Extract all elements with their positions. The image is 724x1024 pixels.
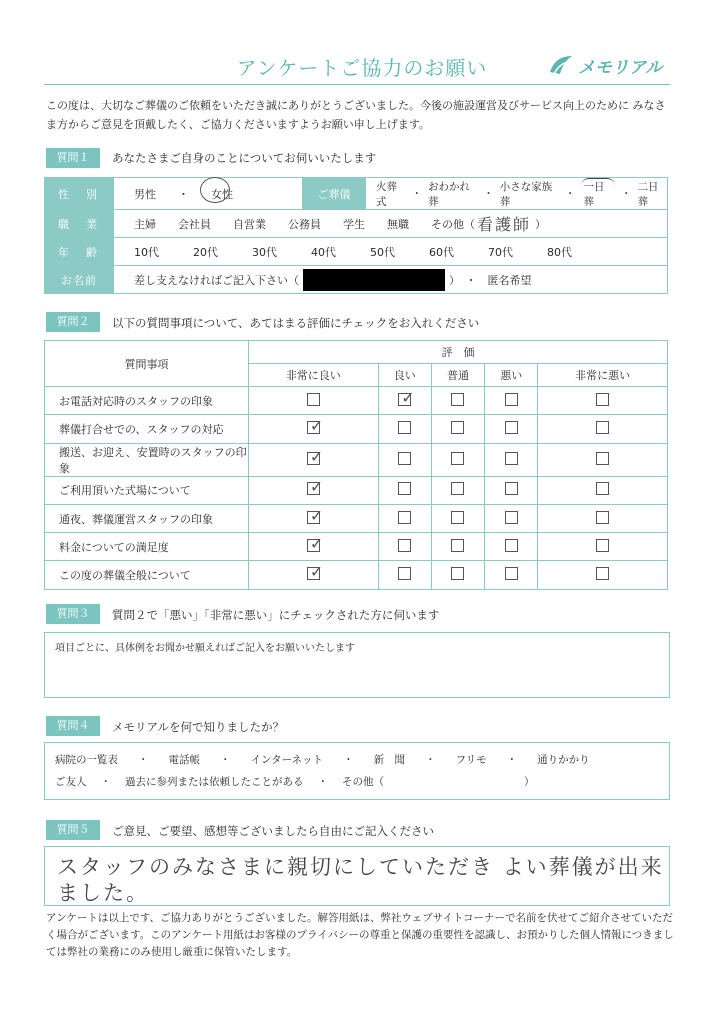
eval-cell [485,561,538,589]
eval-column-0: 非常に良い [249,364,379,387]
eval-cell [431,561,484,589]
separator: ・ [506,754,518,766]
separator: ・ [343,754,354,766]
source-option[interactable]: その他（ [342,776,384,788]
eval-row [45,387,668,415]
eval-cell [431,443,484,476]
female-circle-mark [200,177,230,203]
age-20s[interactable]: 20代 [193,245,218,259]
funeral-cremation[interactable]: 火葬式 [376,180,397,208]
funeral-oneday[interactable]: 一日葬 [581,178,615,209]
evaluation-table [44,340,668,590]
eval-cell [378,561,431,589]
rating-checkbox[interactable] [596,567,609,580]
rating-checkbox[interactable] [596,511,609,524]
check-mark-icon: ✓ [401,387,415,407]
rating-checkbox[interactable] [307,533,324,553]
funeral-label: ご葬儀 [303,178,366,210]
rating-checkbox[interactable] [398,482,411,495]
eval-cell [378,415,431,443]
job-label: 職 業 [45,210,114,238]
eval-cell [431,533,484,561]
eval-cell [378,533,431,561]
rating-checkbox[interactable] [505,452,518,465]
q5-handwritten-line-1: スタッフのみなさまに親切にしていただき よい葬儀が出来 [57,855,664,879]
eval-cell [485,504,538,532]
eval-row-item: 料金についての満足度 [45,533,249,561]
eval-cell [485,415,538,443]
eval-row-item: お電話対応時のスタッフの印象 [45,387,249,415]
separator: ・ [620,188,632,200]
eval-row [45,533,668,561]
source-option[interactable]: 新 聞 [373,754,406,766]
name-label: お名前 [45,266,114,294]
logo-text: メモリアル [578,57,663,78]
eval-cell [538,387,668,415]
company-logo [548,52,668,78]
q3-input-box[interactable] [44,632,670,698]
age-80s[interactable]: 80代 [547,245,572,259]
q3-title: 質問２で「悪い」「非常に悪い」にチェックされた方に伺います [112,608,440,622]
eval-row-item: この度の葬儀全般について [45,561,249,589]
check-mark-icon: ✓ [309,477,324,497]
age-10s[interactable]: 10代 [134,245,159,259]
source-option[interactable]: ご友人 [55,776,87,788]
eval-cell [378,504,431,532]
separator: ・ [178,187,189,201]
rating-checkbox[interactable] [307,477,324,497]
eval-cell [249,443,379,476]
rating-checkbox[interactable] [451,482,464,495]
header-divider [44,84,670,85]
eval-cell [378,443,431,476]
eval-cell [431,504,484,532]
check-mark-icon: ✓ [309,505,324,525]
eval-cell [538,476,668,504]
rating-checkbox[interactable] [451,539,464,552]
eval-cell [431,476,484,504]
intro-text: この度は、大切なご葬儀のご依頼をいただき誠にありがとうございました。今後の施設運営及びサービス向上のために みなさま方からご意見を頂戴したく、ご協力くださいますようお願い申し上げます。 [46,99,666,131]
source-option[interactable]: 通りかかり [537,754,590,766]
rating-checkbox[interactable] [398,452,411,465]
q3-box-instruction: 項目ごとに、具体例をお聞かせ願えればご記入をお願いいたします [55,643,355,654]
eval-cell [249,415,379,443]
gender-label: 性 別 [45,178,114,210]
eval-cell [249,561,379,589]
q4-title: メモリアルを何で知りましたか？ [112,720,285,734]
source-option[interactable]: 過去に参列または依頼したことがある [125,776,304,788]
source-option[interactable]: インターネット [250,754,324,766]
eval-column-4: 非常に悪い [538,364,668,387]
check-mark-icon: ✓ [309,446,324,466]
job-housewife[interactable]: 主婦 [134,217,156,231]
eval-cell [485,387,538,415]
job-employee[interactable]: 会社員 [178,217,211,231]
eval-row-item: ご利用頂いた式場について [45,476,249,504]
age-40s[interactable]: 40代 [311,245,336,259]
eval-cell [249,533,379,561]
rating-checkbox[interactable] [596,482,609,495]
separator: ・ [220,754,231,766]
eval-cell [378,387,431,415]
eval-row [45,504,668,532]
check-mark-icon: ✓ [309,562,324,582]
q5-title: ご意見、ご要望、感想等ございましたら自由にご記入ください [112,824,434,838]
rating-checkbox[interactable] [596,452,609,465]
rating-checkbox[interactable] [451,393,464,406]
rating-checkbox[interactable] [505,511,518,524]
eval-cell [485,443,538,476]
rating-checkbox[interactable] [307,505,324,525]
eval-cell [538,533,668,561]
job-other[interactable]: その他（ [431,217,475,231]
leaf-logo-icon [548,54,574,76]
source-option[interactable]: ） [524,776,535,788]
rating-checkbox[interactable] [505,421,518,434]
q2-tag: 質問２ [46,312,100,332]
q5-input-box[interactable] [44,846,670,906]
separator: ・ [411,188,423,200]
age-70s[interactable]: 70代 [488,245,513,259]
eval-cell [538,561,668,589]
funeral-farewell[interactable]: おわかれ葬 [428,180,471,208]
age-60s[interactable]: 60代 [429,245,454,259]
rating-checkbox[interactable] [596,421,609,434]
rating-checkbox[interactable] [505,539,518,552]
name-prefix: 差し支えなければご記入下さい（ [134,273,299,287]
name-field[interactable] [114,266,667,293]
rating-checkbox[interactable] [307,562,324,582]
q1-tag: 質問１ [46,148,100,168]
name-suffix[interactable]: ） ・ 匿名希望 [449,273,532,287]
source-option[interactable]: 病院の一覧表 [55,754,118,766]
eval-column-2: 普通 [431,364,484,387]
age-30s[interactable]: 30代 [252,245,277,259]
rating-checkbox[interactable] [398,421,411,434]
eval-cell [249,504,379,532]
eval-row-item: 葬儀打合せでの、スタッフの対応 [45,415,249,443]
eval-column-3: 悪い [485,364,538,387]
job-unemployed[interactable]: 無職 [387,217,409,231]
eval-row [45,443,668,476]
age-options[interactable] [114,238,667,265]
footer-note: アンケートは以上です、ご協力ありがとうございました。解答用紙は、弊社ウェブサイトコーナーで名前を伏せてご紹介させていただく場合がございます。このアンケート用紙はお客様のプライバシーの尊重と保護の重要性を認識し、お預かりした個人情報につきましては弊社の業務にのみ使用し厳重に保管いたします。 [46,912,674,958]
rating-checkbox[interactable] [398,539,411,552]
rating-checkbox[interactable] [596,393,609,406]
funeral-family[interactable]: 小さな家族葬 [499,180,553,208]
eval-cell [431,387,484,415]
q5-handwritten-line-2: ました。 [57,881,149,905]
job-civil-servant[interactable]: 公務員 [288,217,321,231]
check-mark-icon: ✓ [309,415,324,435]
q1-title: あなたさまご自身のことについてお伺いいたします [112,151,377,165]
separator: ・ [564,188,576,200]
separator: ・ [425,754,436,766]
rating-checkbox[interactable] [451,511,464,524]
eval-cell [538,443,668,476]
rating-checkbox[interactable] [398,567,411,580]
rating-checkbox[interactable] [505,393,518,406]
eval-cell [378,476,431,504]
job-student[interactable]: 学生 [343,217,365,231]
eval-row [45,561,668,589]
eval-column-1: 良い [378,364,431,387]
rating-checkbox[interactable] [505,567,518,580]
source-option[interactable]: 電話帳 [168,754,200,766]
rating-checkbox[interactable] [398,387,415,407]
eval-row-item: 搬送、お迎え、安置時のスタッフの印象 [45,443,249,476]
q4-line-1 [55,752,610,767]
eval-cell [249,387,379,415]
job-options[interactable] [114,210,667,237]
q4-options-box [44,742,670,800]
eval-cell [485,476,538,504]
q4-tag: 質問４ [46,716,100,736]
job-self-employed[interactable]: 自営業 [233,217,266,231]
eval-row-item: 通夜、葬儀運営スタッフの印象 [45,504,249,532]
eval-cell [538,415,668,443]
page-title: アンケートご協力のお願い [236,56,488,80]
q4-line-2 [55,774,549,789]
separator: ・ [138,754,149,766]
eval-row [45,415,668,443]
separator: ・ [317,776,328,788]
job-other-handwritten: 看護師 [477,215,532,234]
rating-checkbox[interactable] [451,567,464,580]
eval-cell [485,533,538,561]
separator: ・ [100,776,111,788]
rating-checkbox[interactable] [596,539,609,552]
eval-cell [431,415,484,443]
gender-male[interactable]: 男性 [134,187,156,201]
q2-title: 以下の質問事項について、あてはまる評価にチェックをお入れください [112,316,480,330]
age-label: 年 齢 [45,238,114,266]
funeral-options[interactable] [366,178,667,209]
rating-checkbox[interactable] [505,482,518,495]
rating-checkbox[interactable] [307,393,320,406]
source-option[interactable]: フリモ [455,754,487,766]
eval-cell [538,504,668,532]
gender-female[interactable]: 女性 [211,187,233,201]
q3-tag: 質問３ [46,604,100,624]
redacted-name [303,269,445,291]
rating-checkbox[interactable] [307,446,324,466]
job-other-close: ） [535,217,547,231]
profile-table [44,177,668,294]
eval-header-rating: 評 価 [249,341,668,364]
rating-checkbox[interactable] [451,452,464,465]
rating-checkbox[interactable] [451,421,464,434]
rating-checkbox[interactable] [307,415,324,435]
check-mark-icon: ✓ [309,533,324,553]
eval-cell [249,476,379,504]
eval-header-item: 質問事項 [45,341,249,387]
funeral-twoday[interactable]: 二日葬 [637,180,659,208]
rating-checkbox[interactable] [398,511,411,524]
q5-tag: 質問５ [46,820,100,840]
eval-row [45,476,668,504]
separator: ・ [483,188,494,200]
age-50s[interactable]: 50代 [370,245,395,259]
